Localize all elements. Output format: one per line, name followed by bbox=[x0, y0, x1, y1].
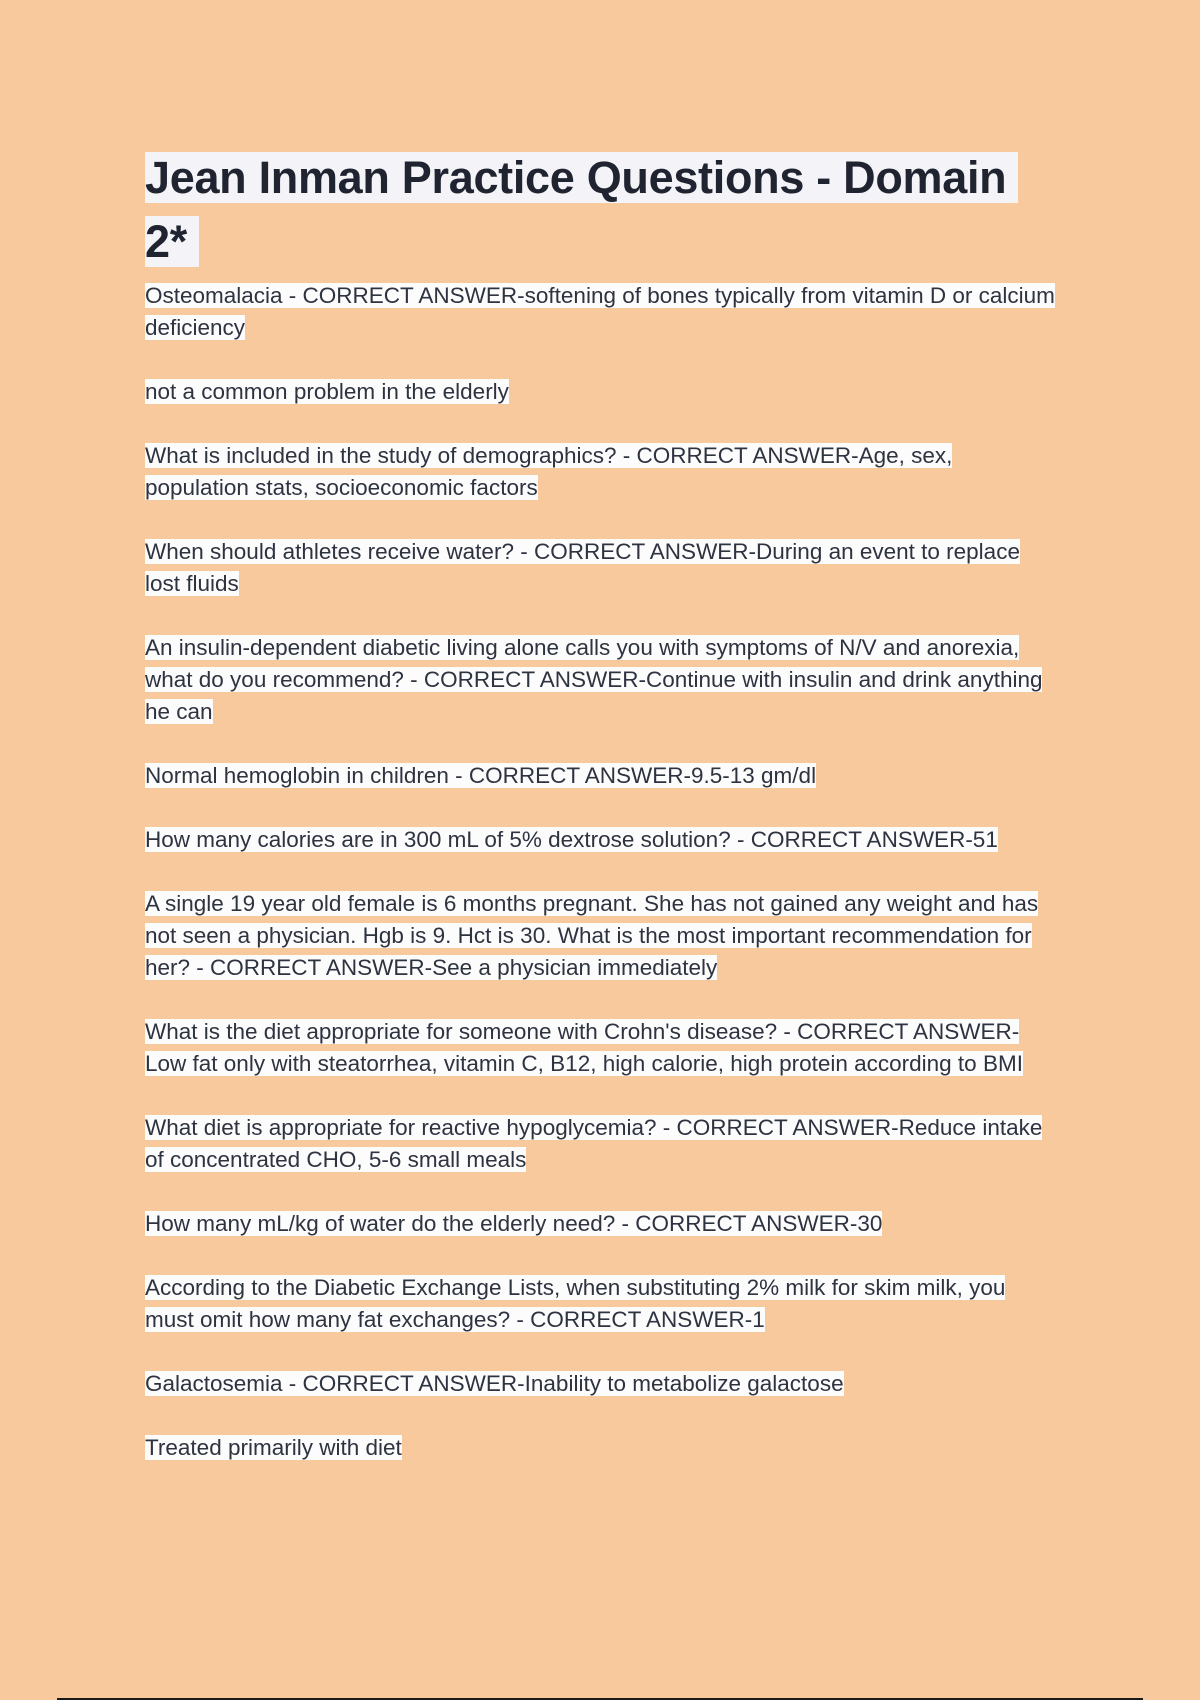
document-content bbox=[145, 146, 1060, 1496]
qa-item-text: How many mL/kg of water do the elderly need? - CORRECT ANSWER-30 bbox=[145, 1211, 883, 1236]
qa-item-reactive-hypoglycemia bbox=[145, 1112, 1060, 1176]
qa-item-text: Treated primarily with diet bbox=[145, 1435, 402, 1460]
qa-list bbox=[145, 280, 1060, 1464]
qa-item-elderly-water bbox=[145, 1208, 1060, 1240]
document-title bbox=[145, 146, 1060, 274]
qa-item-text: When should athletes receive water? - CORRECT ANSWER-During an event to replace lost fluids bbox=[145, 539, 1020, 596]
qa-item-text: Galactosemia - CORRECT ANSWER-Inability to metabolize galactose bbox=[145, 1371, 844, 1396]
qa-item-text: What diet is appropriate for reactive hypoglycemia? - CORRECT ANSWER-Reduce intake of concentrated CHO, 5-6 small meals bbox=[145, 1115, 1043, 1172]
qa-item-text: not a common problem in the elderly bbox=[145, 379, 509, 404]
qa-item-demographics bbox=[145, 440, 1060, 504]
qa-item-pregnant-female bbox=[145, 888, 1060, 984]
qa-item-diabetic-exchange bbox=[145, 1272, 1060, 1336]
qa-item-osteomalacia bbox=[145, 280, 1060, 344]
qa-item-text: Osteomalacia - CORRECT ANSWER-softening of bones typically from vitamin D or calcium deficiency bbox=[145, 283, 1055, 340]
qa-item-text: According to the Diabetic Exchange Lists, when substituting 2% milk for skim milk, you must omit how many fat exchanges? - CORRECT ANSWER-1 bbox=[145, 1275, 1006, 1332]
qa-item-insulin-diabetic bbox=[145, 632, 1060, 728]
document-title-text: Jean Inman Practice Questions - Domain 2* bbox=[145, 152, 1018, 267]
qa-item-text: How many calories are in 300 mL of 5% dextrose solution? - CORRECT ANSWER-51 bbox=[145, 827, 998, 852]
qa-item-text: A single 19 year old female is 6 months pregnant. She has not gained any weight and has not seen a physician. Hgb is 9. Hct is 30. What is the most important recommendation for her? - CORRECT ANSWER-See a physician immediately bbox=[145, 891, 1039, 980]
qa-item-text: What is included in the study of demographics? - CORRECT ANSWER-Age, sex, population stats, socioeconomic factors bbox=[145, 443, 953, 500]
qa-item-text: What is the diet appropriate for someone with Crohn's disease? - CORRECT ANSWER-Low fat only with steatorrhea, vitamin C, B12, high calorie, high protein according to BMI bbox=[145, 1019, 1023, 1076]
qa-item-crohns-diet bbox=[145, 1016, 1060, 1080]
qa-item-text: Normal hemoglobin in children - CORRECT ANSWER-9.5-13 gm/dl bbox=[145, 763, 817, 788]
qa-item-hemoglobin bbox=[145, 760, 1060, 792]
qa-item-dextrose-calories bbox=[145, 824, 1060, 856]
qa-item-athletes-water bbox=[145, 536, 1060, 600]
qa-item-galactosemia-note bbox=[145, 1432, 1060, 1464]
qa-item-text: An insulin-dependent diabetic living alone calls you with symptoms of N/V and anorexia, what do you recommend? - CORRECT ANSWER-Continue with insulin and drink anything he can bbox=[145, 635, 1043, 724]
qa-item-galactosemia bbox=[145, 1368, 1060, 1400]
qa-item-osteomalacia-note bbox=[145, 376, 1060, 408]
